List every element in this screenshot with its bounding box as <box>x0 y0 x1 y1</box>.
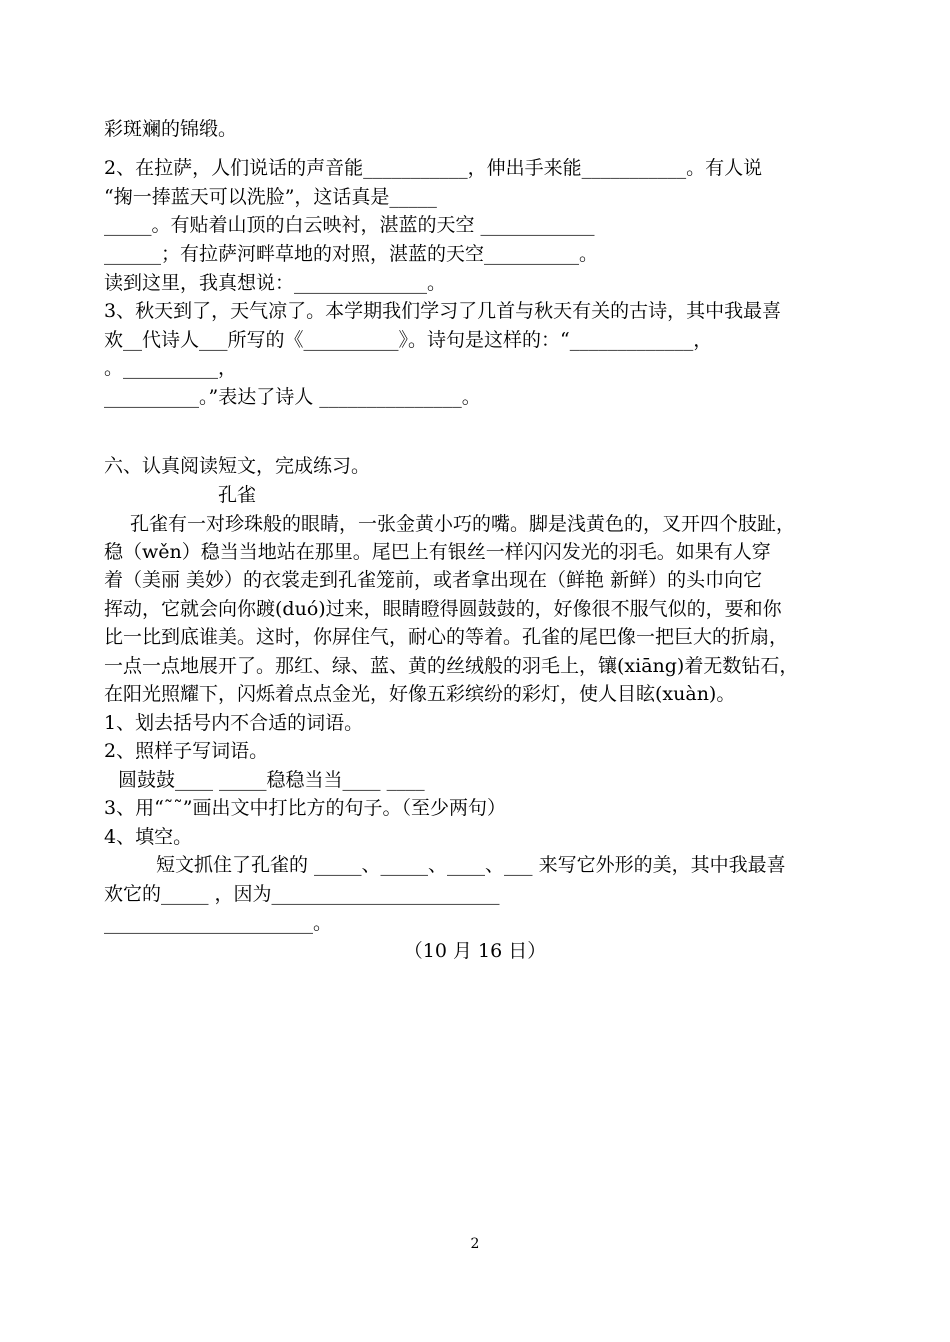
exercise-line: 2、照样子写词语。 <box>104 740 269 762</box>
text-line: 读到这里，我真想说：______________。 <box>104 272 447 294</box>
text-line: ______；有拉萨河畔草地的对照，湛蓝的天空__________。 <box>104 243 599 265</box>
text-line: “掬一捧蓝天可以洗脸”，这话真是_____ <box>104 186 437 208</box>
exercise-line: 圆鼓鼓____ _____稳稳当当____ ____ <box>118 769 425 791</box>
passage-title: 孔雀 <box>218 484 257 506</box>
exercise-line: 短文抓住了孔雀的 _____、_____、____、___ 来写它外形的美，其中我最喜 <box>156 854 786 876</box>
question-3-line: 3、秋天到了，天气凉了。本学期我们学习了几首与秋天有关的古诗，其中我最喜 <box>104 300 782 322</box>
exercise-line: ______________________。 <box>104 912 333 934</box>
section-heading: 六、认真阅读短文，完成练习。 <box>104 455 371 477</box>
passage-line: 挥动，它就会向你踱(duó)过来，眼睛瞪得圆鼓鼓的，好像很不服气似的，要和你 <box>104 598 782 620</box>
text-line: __________。”表达了诗人 _______________。 <box>104 386 481 408</box>
text-line: _____。有贴着山顶的白云映衬，湛蓝的天空 ____________ <box>104 214 595 236</box>
exercise-line: 3、用“˜˜”画出文中打比方的句子。（至少两句） <box>104 797 507 819</box>
text-line: 彩斑斓的锦缎。 <box>104 118 238 140</box>
passage-line: 着（美丽 美妙）的衣裳走到孔雀笼前，或者拿出现在（鲜艳 新鲜）的头巾向它 <box>104 569 763 591</box>
exercise-line: 4、填空。 <box>104 826 193 848</box>
passage-line: 比一比到底谁美。这时，你屏住气，耐心的等着。孔雀的尾巴像一把巨大的折扇， <box>104 626 789 648</box>
exercise-line: 1、划去括号内不合适的词语。 <box>104 712 364 734</box>
passage-line: 孔雀有一对珍珠般的眼睛，一张金黄小巧的嘴。脚是浅黄色的，叉开四个肢趾， <box>130 513 796 535</box>
exercise-line: 欢它的_____ ，因为________________________ <box>104 883 500 905</box>
text-line: 欢__代诗人___所写的《__________》。诗句是这样的：“_____________， <box>104 329 713 351</box>
question-2-line: 2、在拉萨，人们说话的声音能___________，伸出手来能___________。有人说 <box>104 157 763 179</box>
page-number: 2 <box>470 1236 480 1252</box>
date-line: （10 月 16 日） <box>403 940 547 962</box>
passage-line: 稳（wěn）稳当当地站在那里。尾巴上有银丝一样闪闪发光的羽毛。如果有人穿 <box>104 541 771 563</box>
passage-line: 一点一点地展开了。那红、绿、蓝、黄的丝绒般的羽毛上，镶(xiāng)着无数钻石， <box>104 655 799 677</box>
passage-line: 在阳光照耀下，闪烁着点点金光，好像五彩缤纷的彩灯，使人目眩(xuàn)。 <box>104 683 736 705</box>
text-line: 。__________， <box>104 357 238 379</box>
